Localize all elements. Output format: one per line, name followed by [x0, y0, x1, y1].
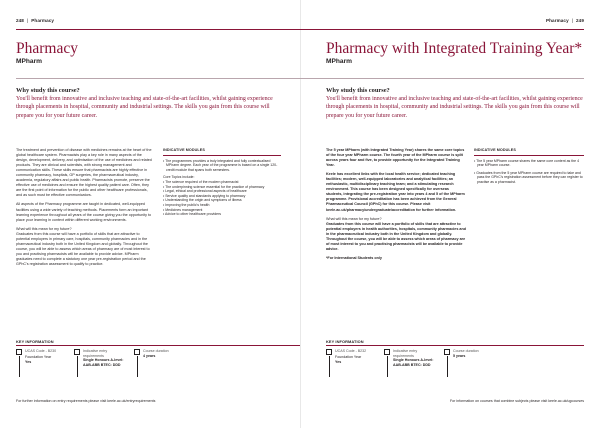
footer-note: For information on courses that combine subjects please visit keele.ac.uk/ugcourses — [449, 399, 584, 403]
modules-heading: INDICATIVE MODULES — [163, 148, 281, 156]
course-title: Pharmacy — [16, 40, 78, 57]
page-number: 249 — [576, 18, 584, 23]
duration-value: 4 years — [143, 353, 156, 358]
topic-item: • Legal, ethical and professional aspects of healthcare — [163, 189, 281, 194]
duration-label: Course duration — [453, 349, 479, 353]
entry-value: Single Honours A-level: AAB-ABB BTEC: DDD — [83, 358, 124, 368]
future-heading: What will this mean for my future? — [326, 216, 382, 221]
module-item: • The programmes provides a truly integrated and fully contextualised MPharm degree. Each year of the programme is based on a single 120-credit module that spans both semesters. — [163, 159, 281, 173]
key-info-rule — [326, 345, 584, 346]
body-paragraph: The 5 year MPharm (with Integrated Training Year) shares the same core topics of the four year MPharm course. The fourth year of the MPharm course is split across years four and five, to provide opportunity for the Integrated Training Year. — [326, 148, 465, 168]
header-rule — [16, 29, 300, 30]
ucas-code: UCAS Code - B230 — [25, 349, 57, 353]
why-text: You'll benefit from innovative and inclusive teaching and state-of-the-art facilities, whilst gaining experience through placements in hospital, community and industrial settings. The skills you gain from this course will prepare you for your future career. — [326, 96, 583, 119]
entry-value: Single Honours A-level: AAB-ABB BTEC: DDD — [393, 358, 434, 368]
ucas-connector — [19, 356, 20, 377]
page-header: Pharmacy | 249 — [545, 18, 584, 23]
why-heading: Why study this course? — [16, 87, 80, 94]
future-text: Graduates from this course will have a portfolio of skills that are attractive to potential employers in health authorities, hospitals, community pharmacies and in the pharmaceutical industry both in the United Kingdom and globally. Throughout the course, you will be able to assess which areas of pharmacy are of most interest to you and practising pharmacists will be available to provide advice. — [326, 221, 466, 251]
body-paragraph: Keele has excellent links with the local health service; dedicated teaching facilities; modern, well-equipped laboratories and analytical facilities; an enthusiastic, multidisciplinary teaching team; and a stimulating research environment. This course has been designed specifically for overseas students, integrating the pre-registration year into years 4 and 5 of the MPharm programme. Provisional accreditation has been achieved from the General Pharmaceutical Council (GPhC) for this course. Please visit keele.ac.uk/pharmacy/undergraduate/accreditation for further information. — [326, 172, 465, 212]
modules-panel — [474, 148, 584, 185]
entry-label: Indicative entry requirements — [83, 349, 108, 358]
topic-item: • Understanding the origin and symptoms of illness — [163, 198, 281, 203]
topic-item: • The science required of the modern pharmacist — [163, 180, 281, 185]
ucas-code: UCAS Code - B232 — [335, 349, 367, 353]
why-text: You'll benefit from innovative and inclusive teaching and state-of-the-art facilities, whilst gaining experience through placements in hospital, community and industrial settings. The skills you gain from this course will prepare you for your future career. — [16, 96, 273, 119]
key-info-heading: KEY INFORMATION — [16, 339, 54, 344]
foundation-label: Foundation Year — [335, 355, 362, 360]
course-award: MPharm — [16, 58, 43, 65]
module-item: • Graduates from the 5 year MPharm course are required to take and pass the GPhC's registration assessment before they can register to practise as a pharmacist. — [474, 171, 584, 185]
ucas-icon — [326, 349, 332, 355]
duration-connector — [447, 356, 448, 377]
future-heading: What will this mean for my future? — [16, 226, 72, 231]
course-title: Pharmacy with Integrated Training Year* — [326, 40, 583, 57]
footer-note: For further information on entry requirements please visit keele.ac.uk/entryrequirements — [16, 399, 156, 403]
body-text — [326, 148, 466, 265]
topic-item: • Improving the public's health — [163, 203, 281, 208]
future-text: Graduates from this course will have a portfolio of skills that are attractive to potential employers in primary care, hospitals, community pharmacies and in the pharmaceutical industry both in the United Kingdom and globally. Throughout the course, you will be able to assess which areas of pharmacy are of most interest to you and practising pharmacists will be available to provide advice. MPharm graduates need to complete a statutory one year pre-registration period and the GPhC's registration assessment to qualify to practice. — [16, 231, 150, 266]
course-award: MPharm — [326, 58, 353, 65]
duration-icon — [134, 349, 140, 355]
topic-item: • Medicines management — [163, 208, 281, 213]
title-rule — [300, 78, 584, 79]
foundation-value: Yes — [335, 359, 342, 364]
key-info-heading: KEY INFORMATION — [326, 339, 364, 344]
body-paragraph: The treatment and prevention of disease with medicines remains at the heart of the global healthcare system. Pharmacists play a key role in many aspects of the design, development, delivery, and optimisation of the use of medicines and related products. They are clinical and scientists, with strong management and communication skills. These skills ensure that pharmacists are highly effective in community pharmacy, hospitals, GP surgeries, the pharmaceutical industry, academia, regulatory affairs and public health. Pharmacists promote, preserve the effective use of medicines and ensure the highest quality patient care. Often, they are the first point of information for the public and other healthcare professionals, and as such must be effective communicators. — [16, 148, 152, 198]
entry-connector — [387, 356, 388, 377]
modules-panel — [163, 148, 281, 217]
foundation-label: Foundation Year — [25, 355, 52, 360]
international-note: *For International Students only — [326, 255, 382, 260]
foundation-value: Yes — [25, 359, 32, 364]
section-name: Pharmacy — [545, 18, 569, 23]
header-rule — [300, 29, 584, 30]
body-text — [16, 148, 154, 271]
entry-icon — [384, 349, 390, 355]
body-paragraph: All aspects of the Pharmacy programme are taught in dedicated, well-equipped facilities using a wide variety of teaching methods. Placements form an important learning experience throughout all years of the course giving you the opportunity to place your learning in context within different working environments. — [16, 202, 152, 222]
title-rule — [16, 78, 300, 79]
topic-item: • Service quality and standards applying to pharmacy — [163, 194, 281, 199]
entry-connector — [77, 356, 78, 377]
page-header: 248 | Pharmacy — [16, 18, 55, 23]
core-topics-heading: Core Topics include: — [163, 175, 195, 180]
right-page — [300, 0, 600, 428]
duration-label: Course duration — [143, 349, 169, 353]
ucas-icon — [16, 349, 22, 355]
entry-label: Indicative entry requirements — [393, 349, 418, 358]
key-info-rule — [16, 345, 300, 346]
module-item: • The 5 year MPharm course shares the same core content as the 4 year MPharm course. — [474, 159, 584, 168]
duration-connector — [137, 356, 138, 377]
entry-icon — [74, 349, 80, 355]
page-number: 248 — [16, 18, 24, 23]
modules-heading: INDICATIVE MODULES — [474, 148, 584, 156]
duration-value: 5 years — [453, 353, 466, 358]
why-heading: Why study this course? — [326, 87, 390, 94]
topic-item: • The underpinning science essential for the practice of pharmacy — [163, 185, 281, 190]
duration-icon — [444, 349, 450, 355]
topic-item: • Advice to other healthcare providers — [163, 212, 281, 217]
ucas-connector — [329, 356, 330, 377]
section-name: Pharmacy — [31, 18, 55, 23]
